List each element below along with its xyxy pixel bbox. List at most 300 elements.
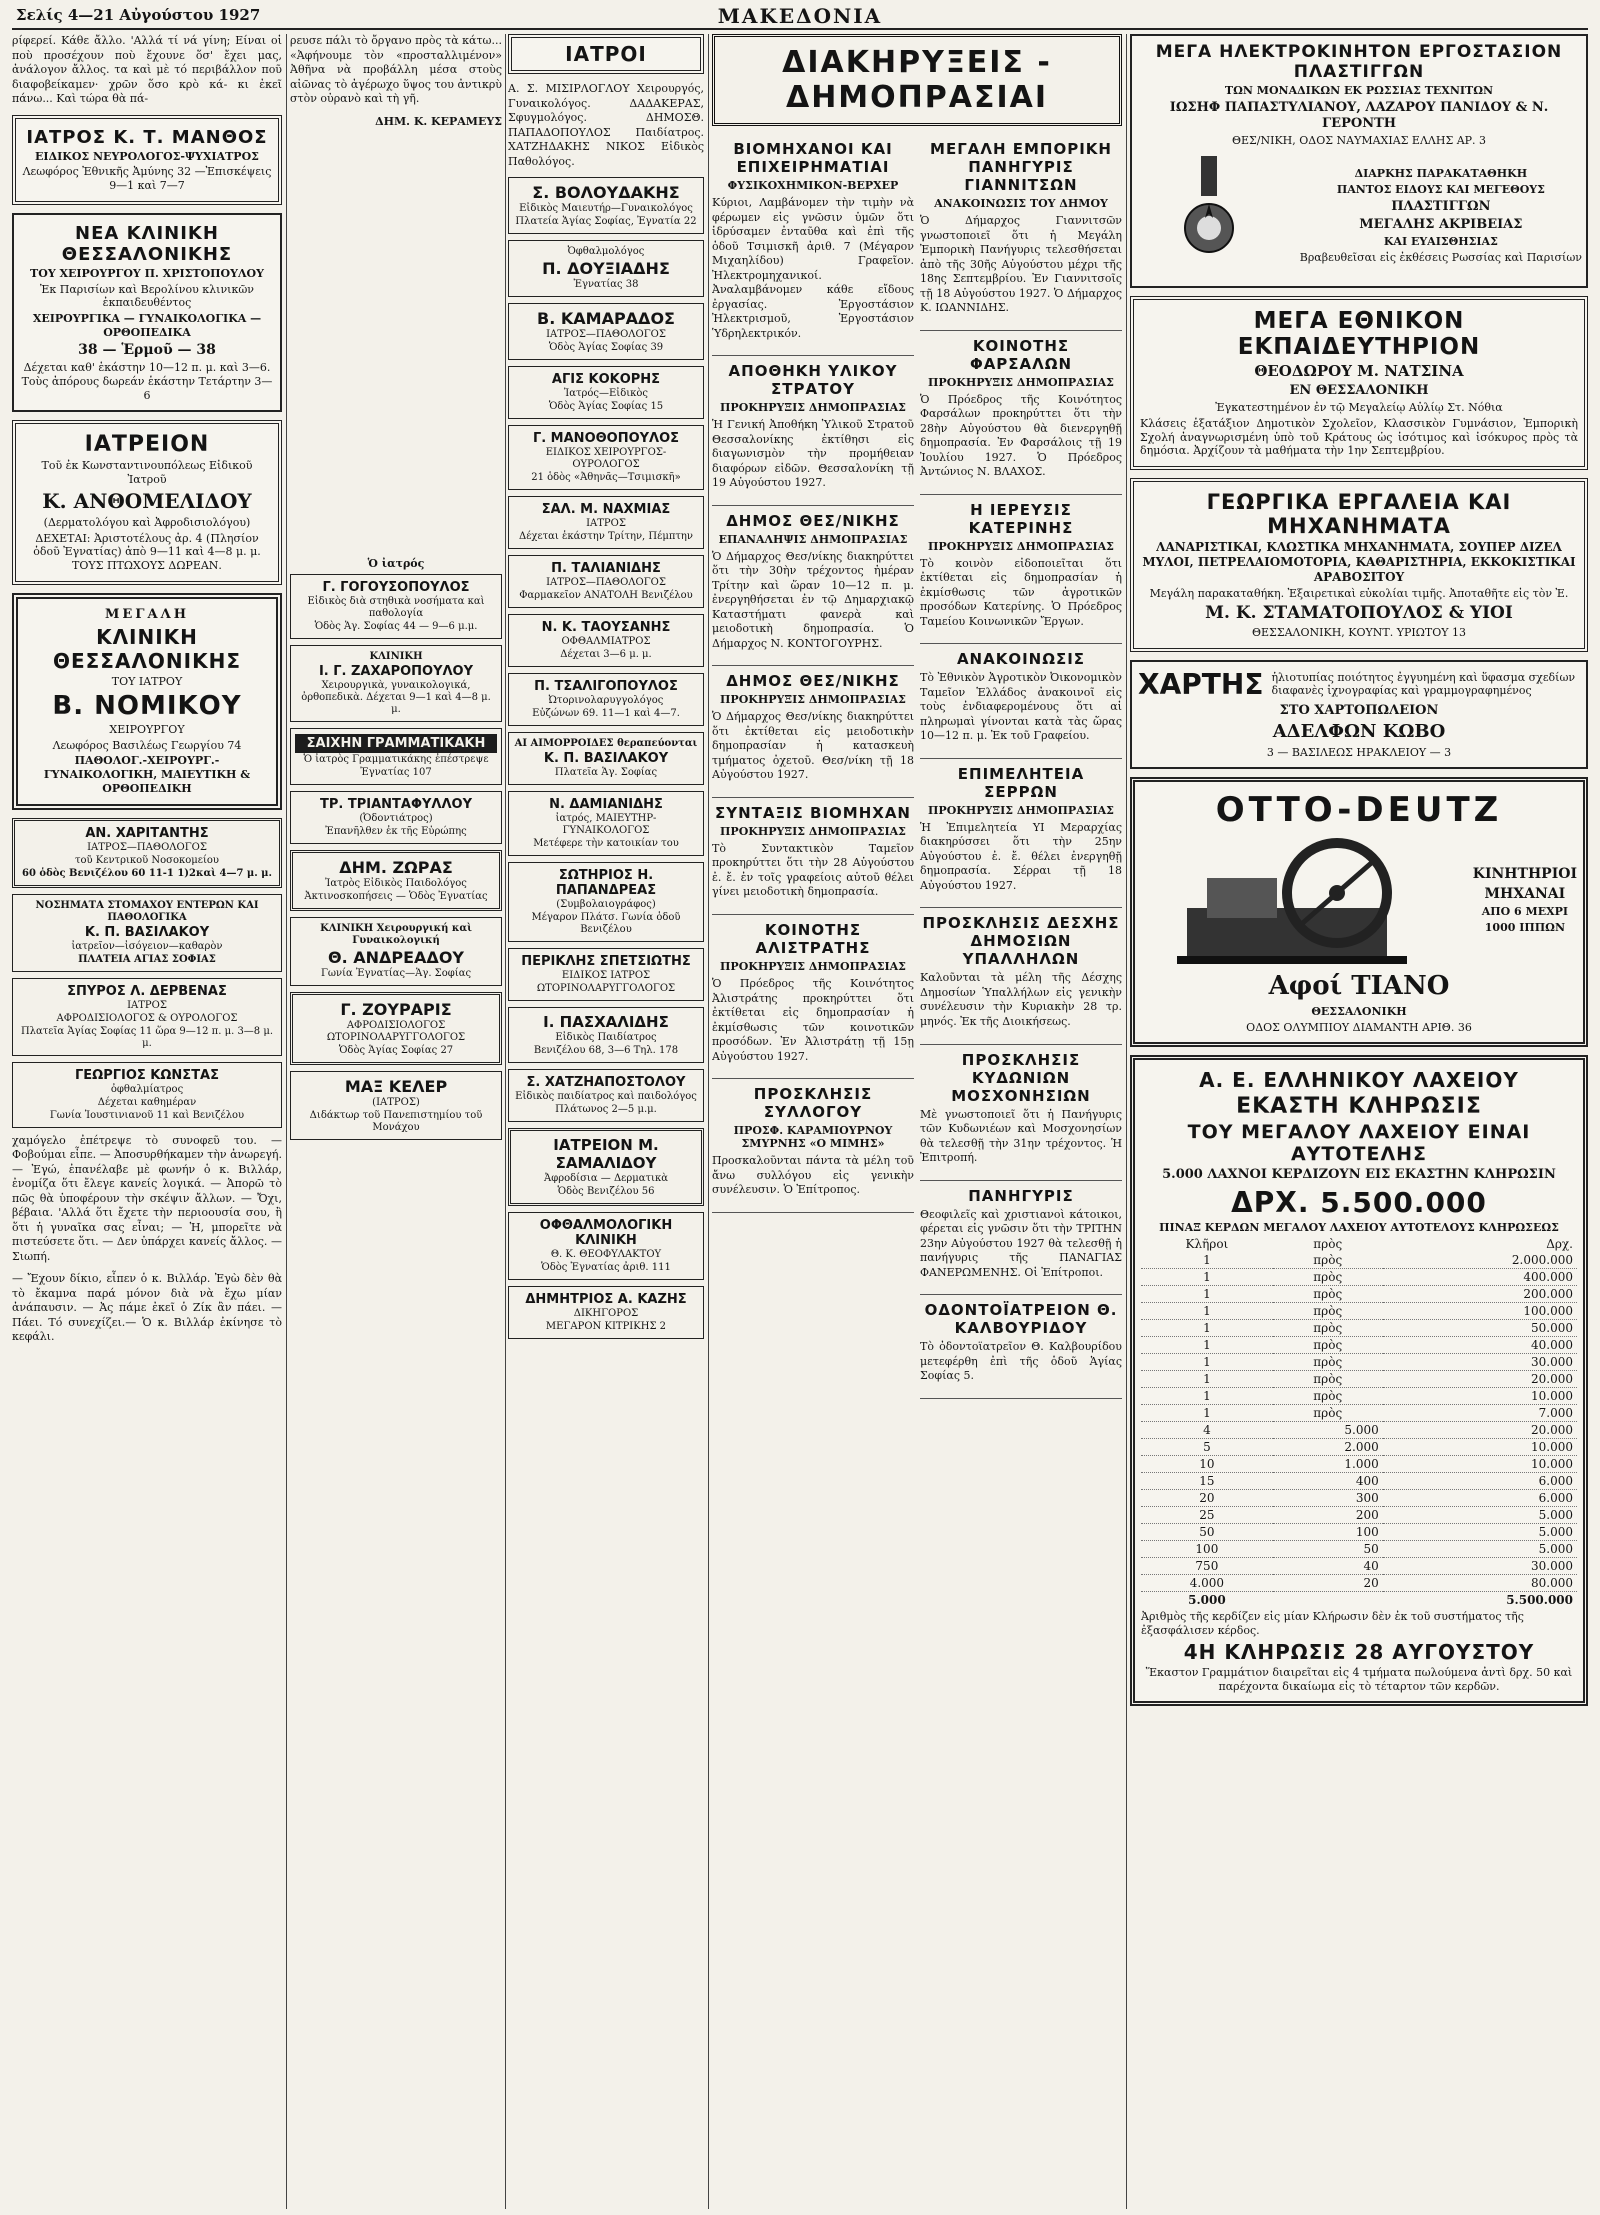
total-spacer [1273, 1592, 1383, 1609]
prize-count: 5 [1141, 1439, 1273, 1456]
ad-address: 3 — ΒΑΣΙΛΕΩΣ ΗΡΑΚΛΕΙΟΥ — 3 [1266, 745, 1452, 759]
prize-per: πρὸς [1273, 1388, 1383, 1405]
ad-line: Δέχεται καθ' ἑκάστην 10—12 π. μ. καὶ 3—6. Τοὺς ἀπόρους δωρεάν ἑκάστην Τετάρτην 3—6 [21, 361, 273, 402]
notice-title: ΜΕΓΑΛΗ ΕΜΠΟΡΙΚΗ ΠΑΝΗΓΥΡΙΣ ΓΙΑΝΝΙΤΣΩΝ [930, 140, 1112, 194]
ad-line: Δέχεται 3—6 μ. μ. [560, 649, 652, 661]
ad-line: Ἐγνατίας 107 [360, 767, 432, 779]
ad-line: Ὁδὸς Ἁγίας Σοφίας 39 [548, 342, 664, 354]
ad-brand: OTTO-DEUTZ [1215, 790, 1503, 831]
ad-word: ΧΑΡΤΗΣ [1138, 667, 1264, 701]
ad-zourari [290, 992, 502, 1065]
notice-body: Μὲ γνωστοποιεῖ ὅτι ἡ Πανήγυρις τῶν Κυδωνιέων καὶ Μοσχονησίων θὰ τελεσθῇ τὴν 31ην τρέχοντος. Ἡ Ἐπιτροπή. [920, 1107, 1122, 1165]
ad-name: Β. ΝΟΜΙΚΟΥ [52, 690, 242, 721]
prize-count: 20 [1141, 1490, 1273, 1507]
ad-line: ΙΑΤΡΟΣ—ΠΑΘΟΛΟΓΟΣ [546, 329, 666, 341]
ad-grammatikaki [290, 728, 502, 785]
ad-line: ΚΛΙΝΙΚΗ Χειρουργική καὶ Γυναικολογική [320, 923, 472, 947]
prize-row [1141, 1541, 1577, 1558]
ad-dervenas [12, 978, 282, 1056]
notice-subtitle: ΠΡΟΚΗΡΥΞΙΣ ΔΗΜΟΠΡΑΣΙΑΣ [720, 824, 906, 838]
ad-plastiggon [1130, 34, 1588, 288]
ad-line: Εἰδικὸς Μαιευτήρ—Γυναικολόγος [519, 203, 693, 215]
ad-address: ΘΕΣ/ΝΙΚΗ, ΟΔΟΣ ΝΑΥΜΑΧΙΑΣ ΕΛΛΗΣ ΑΡ. 3 [1231, 134, 1487, 148]
prize-amount: 10.000 [1383, 1439, 1577, 1456]
notice-item [712, 921, 914, 1079]
ad-line: Ἀκτινοσκοπήσεις — Ὁδὸς Ἐγνατίας [304, 891, 488, 903]
ad-subtitle: ΤΟΥ ΙΑΤΡΟΥ [111, 675, 183, 689]
ad-line: (Ὀδοντιάτρος) [359, 813, 433, 825]
ad-line: Ὁδὸς Ἁγ. Σοφίας 44 — 9—6 μ.μ. [314, 621, 478, 633]
ad-zacharopoulou [290, 645, 502, 722]
prize-count: 1 [1141, 1337, 1273, 1354]
section-title: ΙΑΤΡΟΙ [565, 42, 647, 66]
ad-address: Λεωφόρος Ἐθνικῆς Ἀμύνης 32 —Ἐπισκέψεις 9—1 καὶ 7—7 [22, 165, 272, 193]
prize-amount: 5.000 [1383, 1507, 1577, 1524]
prize-row [1141, 1507, 1577, 1524]
prize-table-header [1141, 1236, 1577, 1252]
prize-row [1141, 1473, 1577, 1490]
prize-per: πρὸς [1273, 1371, 1383, 1388]
prize-count: 1 [1141, 1371, 1273, 1388]
ad-store: ΣΤΟ ΧΑΡΤΟΠΩΛΕΙΟΝ [1279, 702, 1439, 718]
ad-line: ΜΗΧΑΝΑΙ [1484, 885, 1566, 902]
prize-amount: 400.000 [1383, 1269, 1577, 1286]
prize-per: πρὸς [1273, 1269, 1383, 1286]
ad-talianidis [508, 555, 704, 608]
notice-title: ΔΗΜΟΣ ΘΕΣ/ΝΙΚΗΣ [726, 672, 900, 691]
prize-amount: 6.000 [1383, 1490, 1577, 1507]
prize-row [1141, 1524, 1577, 1541]
ad-taousanis [508, 614, 704, 667]
prize-count: 10 [1141, 1456, 1273, 1473]
notice-subtitle: ΠΡΟΚΗΡΥΞΙΣ ΔΗΜΟΠΡΑΣΙΑΣ [928, 375, 1114, 389]
prize-total-row [1141, 1592, 1577, 1609]
ad-name: ΓΕΩΡΓΙΟΣ ΚΩΝΣΤΑΣ [74, 1067, 219, 1083]
ad-line: Εἰδικὸς Παιδίατρος [555, 1032, 657, 1044]
ad-name: Σ. ΧΑΤΖΗΑΠΟΣΤΟΛΟΥ [526, 1075, 686, 1091]
ad-name: Β. ΚΑΜΑΡΑΔΟΣ [537, 309, 675, 329]
prize-per: πρὸς [1273, 1252, 1383, 1269]
notice-subtitle: ΠΡΟΣΦ. ΚΑΡΑΜΙΟΥΡΝΟΥ ΣΜΥΡΝΗΣ «Ο ΜΙΜΗΣ» [733, 1124, 893, 1151]
notice-item [712, 1085, 914, 1213]
ad-papandreas [508, 862, 704, 942]
ad-line: ΚΛΙΝΙΚΗ [369, 651, 423, 663]
prize-per: πρὸς [1273, 1337, 1383, 1354]
ad-line: Εἰδικὸς παιδίατρος καὶ παιδολόγος [515, 1091, 697, 1103]
deutz-row [1141, 832, 1577, 968]
prize-amount: 40.000 [1383, 1337, 1577, 1354]
ad-line: ΝΟΣΗΜΑΤΑ ΣΤΟΜΑΧΟΥ ΕΝΤΕΡΩΝ ΚΑΙ ΠΑΘΟΛΟΓΙΚΑ [35, 899, 259, 923]
prize-row [1141, 1286, 1577, 1303]
notice-item [920, 1187, 1122, 1296]
ad-line: Ἐκ Παρισίων καὶ Βερολίνου κλινικῶν ἐκπαιδευθέντος [40, 282, 254, 310]
ad-desc: ἡλιοτυπίας ποιότητος ἐγγυημένη καὶ ὕφασμα σχεδίων διαφανὲς ἰχνογραφίας καὶ γραμμογραφημένος [1271, 670, 1576, 698]
ad-title: ΙΑΤΡΕΙΟΝ [84, 432, 210, 458]
prize-amount: 10.000 [1383, 1456, 1577, 1473]
notice-title: ΒΙΟΜΗΧΑΝΟΙ ΚΑΙ ΕΠΙΧΕΙΡΗΜΑΤΙΑΙ [733, 140, 893, 176]
ad-kobo [1130, 660, 1588, 770]
ad-kazis [508, 1286, 704, 1339]
prize-row [1141, 1320, 1577, 1337]
ad-name: ΘΕΟΔΩΡΟΥ Μ. ΝΑΤΣΙΝΑ [1254, 362, 1464, 380]
ad-line: 21 ὁδὸς «Ἀθηνᾶς—Τσιμισκῆ» [531, 472, 681, 484]
ad-line: Μετέφερε τὴν κατοικίαν του [533, 838, 679, 850]
ad-kamaradou [508, 303, 704, 360]
ad-name: ΑΝ. ΧΑΡΙΤΑΝΤΗΣ [85, 825, 209, 841]
ad-subtitle: ΕΙΔΙΚΟΣ ΝΕΥΡΟΛΟΓΟΣ-ΨΥΧΙΑΤΡΟΣ [35, 149, 259, 163]
ad-line: ΑΙ ΑΙΜΟΡΡΟΙΔΕΣ θεραπεύονται [514, 738, 698, 750]
prize-per: 100 [1273, 1524, 1383, 1541]
ad-zoras [290, 850, 502, 911]
article-signature: ΔΗΜ. Κ. ΚΕΡΑΜΕΥΣ [375, 114, 502, 128]
ad-line: 38 — Ἑρμοῦ — 38 [78, 341, 216, 358]
ad-damianidis [508, 791, 704, 856]
prize-count: 50 [1141, 1524, 1273, 1541]
prize-row [1141, 1388, 1577, 1405]
notice-item [920, 914, 1122, 1044]
ad-line: ΠΛΑΤΕΙΑ ΑΓΙΑΣ ΣΟΦΙΑΣ [78, 953, 216, 965]
notice-item [920, 140, 1122, 331]
ad-name: ΣΑΙΧΗΝ ΓΡΑΜΜΑΤΙΚΑΚΗ [295, 734, 497, 753]
ad-line: Διδάκτωρ τοῦ Πανεπιστημίου τοῦ Μονάχου [309, 1110, 483, 1134]
notice-body: Τὸ ὀδοντοϊατρεῖον Θ. Καλβουρίδου μετεφέρθη ἐπὶ τῆς ὁδοῦ Ἁγίας Σοφίας 5. [920, 1340, 1122, 1383]
iatroi-listing: Α. Σ. ΜΙΣΙΡΛΟΓΛΟΥ Χειρουργός, Γυναικολόγος. ΔΑΔΑΚΕΡΑΣ, Σφυγμολόγος. ΔΗΜΟΣΘ. ΠΑΠΑΔΟΠΟΥΛΟΣ Παιδίατρος. ΧΑΤΖΗΔΑΚΗΣ ΝΙΚΟΣ Εἰδικὸς Παθολόγος. [508, 82, 704, 168]
prize-per: 40 [1273, 1558, 1383, 1575]
ad-intro: Ὁ ἰατρός [367, 557, 425, 571]
notice-body: Ὁ Δήμαρχος Θεσ/νίκης διακηρύττει ὅτι τὴν 30ὴν τρέχοντος ἡμέραν Τρίτην καὶ ὥραν 10—12 π. μ. ἐνεργηθήσεται ἐν τῷ Δημαρχιακῷ Καταστήματι φανερὰ καὶ μειοδοτικὴ δημοπρασία. Ὁ Δήμαρχος Ν. ΚΟΝΤΟΓΟΥΡΗΣ. [712, 549, 914, 650]
notice-subtitle: ΠΡΟΚΗΡΥΞΙΣ ΔΗΜΟΠΡΑΣΙΑΣ [928, 803, 1114, 817]
ad-line: Δέχεται καθημέραν [97, 1096, 197, 1108]
ad-name: ΑΓΙΣ ΚΟΚΟΡΗΣ [551, 372, 661, 388]
notice-item [712, 140, 914, 356]
lottery-line3: 5.000 ΛΑΧΝΟΙ ΚΕΡΔΙΖΟΥΝ ΕΙΣ ΕΚΑΣΤΗΝ ΚΛΗΡΩΣΙΝ [1162, 1167, 1556, 1183]
prize-amount: 2.000.000 [1383, 1252, 1577, 1269]
ad-line: Πλατεία Ἁγίας Σοφίας, Ἐγνατία 22 [515, 216, 697, 228]
prize-count: 1 [1141, 1252, 1273, 1269]
prize-amount: 50.000 [1383, 1320, 1577, 1337]
notice-body: Καλοῦνται τὰ μέλη τῆς Δέσχης Δημοσίων Ὑπαλλήλων εἰς γενικὴν συνέλευσιν τὴν Κυριακὴν 28 τρ. μηνός. Ἐκ τῆς Διοικήσεως. [920, 971, 1122, 1028]
lottery-draw-date: 4Η ΚΛΗΡΩΣΙΣ 28 ΑΥΓΟΥΣΤΟΥ [1183, 1639, 1535, 1664]
total-count: 5.000 [1188, 1593, 1226, 1608]
ad-line: ΠΛΑΣΤΙΓΓΩΝ [1391, 198, 1491, 214]
ad-line: Ὠτορινολαρυγγολόγος [548, 695, 664, 707]
ad-name: Ν. Κ. ΤΑΟΥΣΑΝΗΣ [541, 620, 671, 636]
lottery-footnote: Ἕκαστον Γραμμάτιον διαιρεῖται εἰς 4 τμήματα πωλούμενα ἀντὶ δρχ. 50 καὶ παρέχοντα δικαίωμα εἰς τὸ τέταρτον τῶν κερδῶν. [1145, 1665, 1573, 1693]
ad-line: Ὁδὸς Βενιζέλου 56 [557, 1186, 655, 1198]
ad-line: 1000 ΙΠΠΩΝ [1484, 920, 1565, 934]
ad-line: ἰατρεῖον—ἰσόγειον—καθαρὸν [71, 940, 223, 952]
ad-name: Ι. Γ. ΖΑΧΑΡΟΠΟΥΛΟΥ [318, 664, 474, 680]
ad-line: ΔΙΑΡΚΗΣ ΠΑΡΑΚΑΤΑΘΗΚΗ [1354, 167, 1528, 181]
ad-line: Εὐζώνων 69. 11—1 καὶ 4—7. [532, 708, 680, 720]
ad-line: Βενιζέλου 68, 3—6 Τηλ. 178 [533, 1045, 679, 1057]
ad-specs: ΠΑΘΟΛΟΓ.-ΧΕΙΡΟΥΡΓ.-ΓΥΝΑΙΚΟΛΟΓΙΚΗ, ΜΑΙΕΥΤΙΚΗ & ΟΡΘΟΠΕΔΙΚΗ [43, 754, 251, 795]
notice-body: Κύριοι, Λαμβάνομεν τὴν τιμὴν νὰ φέρωμεν εἰς γνῶσιν ὑμῶν ὅτι ἱδρύσαμεν ἐνταῦθα καὶ ἐπὶ τῆς ὁδοῦ Τσιμισκῆ ἀριθ. 7 (Μέγαρον Μιχαηλίδου) Γραφεῖον. Ἠλεκτρομηχανικοί. Ἀναλαμβάνομεν κάθε εἴδους ἐργασίας. Ἐργοστάσιον Ἠλεκτρισμοῦ, Ἐργοστάσιον Ὑδρηλεκτρικόν. [712, 196, 914, 340]
ad-body: Κλάσεις ἑξατάξιον Δημοτικὸν Σχολεῖον, Κλασσικὸν Γυμνάσιον, Ἐμπορικὴ Σχολή ἀναγνωρισμένη ὑπὸ τοῦ Κράτους ὡς ἰσότιμος καὶ ἰσόκυρος πρὸς τὰ δημόσια. Ἀρχίζουν τὰ μαθήματα τὴν 1ην Σεπτεμβρίου. [1140, 416, 1578, 458]
lottery-table-title: ΠΙΝΑΞ ΚΕΡΔΩΝ ΜΕΓΑΛΟΥ ΛΑΧΕΙΟΥ ΑΥΤΟΤΕΛΟΥΣ ΚΛΗΡΩΣΕΩΣ [1159, 1220, 1559, 1234]
ad-line: Εἰδικὸς διὰ στηθικὰ νοσήματα καὶ παθολογία [307, 596, 485, 620]
ad-line: ΜΕΓΑΡΟΝ ΚΙΤΡΙΚΗΣ 2 [545, 1321, 667, 1333]
column-rule [505, 34, 506, 2209]
ad-city: ΕΝ ΘΕΣΣΑΛΟΝΙΚΗ [1289, 382, 1429, 398]
ad-line: 60 ὁδὸς Βενιζέλου 60 11-1 1)2καὶ 4—7 μ. μ. [22, 867, 272, 879]
ad-spec: (Δερματολόγου καὶ Ἀφροδισιολόγου) [43, 515, 251, 529]
header-cell: πρὸς [1313, 1237, 1343, 1252]
lottery-line2: ΤΟΥ ΜΕΓΑΛΟΥ ΛΑΧΕΙΟΥ ΕΙΝΑΙ ΑΥΤΟΤΕΛΗΣ [1187, 1121, 1531, 1166]
ad-anthomelidou [12, 420, 282, 585]
notice-title: Η ΙΕΡΕΥΣΙΣ ΚΑΤΕΡΙΝΗΣ [968, 500, 1074, 537]
medal-icon [1179, 156, 1239, 276]
ad-address: ΘΕΣΣΑΛΟΝΙΚΗ, ΚΟΥΝΤ. ΥΡΙΩΤΟΥ 13 [1252, 626, 1466, 639]
ad-title: ΚΛΙΝΙΚΗ ΘΕΣΣΑΛΟΝΙΚΗΣ [52, 625, 242, 674]
notice-body: Ὁ Πρόεδρος τῆς Κοινότητος Φαρσάλων προκηρύττει ὅτι τὴν 28ὴν Αὐγούστου θὰ διενεργηθῇ δημοπρασία. Ἐν Φαρσάλοις τῇ 19 Ἰουλίου 1927. Ὁ Πρόεδρος Ἀντώνιος Ν. ΒΛΑΧΟΣ. [920, 392, 1122, 479]
ad-name: Μ. Κ. ΣΤΑΜΑΤΟΠΟΥΛΟΣ & ΥΙΟΙ [1205, 602, 1513, 623]
prize-per: 400 [1273, 1473, 1383, 1490]
notice-title: ΑΝΑΚΟΙΝΩΣΙΣ [956, 650, 1086, 669]
ad-line: ΙΑΤΡΟΣ—ΠΑΘΟΛΟΓΟΣ [546, 577, 666, 589]
article-continuation: ρευσε πάλι τὸ ὄργανο πρὸς τὰ κάτω... «Ἀφήνουμε τὸν «προσταλλιμένον» Ἀθῆνα νὰ προβάλλη μέσα στοὺς αἰῶνας τὸ ἀγέρωχο ὕψος του ἀντικρὺ στὸν οὐρανὸ καὶ τὴ γῆ. [290, 34, 502, 106]
ad-name: ΜΑΞ ΚΕΛΕΡ [344, 1077, 448, 1097]
deutz-text [1473, 864, 1577, 937]
prize-row [1141, 1269, 1577, 1286]
prize-row [1141, 1422, 1577, 1439]
ad-name: Αφοί ΤΙΑΝΟ [1268, 971, 1450, 1002]
notice-title: ΠΑΝΗΓΥΡΙΣ [968, 1186, 1074, 1205]
ad-line: ΧΕΙΡΟΥΡΓΙΚΑ — ΓΥΝΑΙΚΟΛΟΓΙΚΑ — ΟΡΘΟΠΕΔΙΚΑ [32, 312, 262, 339]
ad-line: ΙΑΤΡΟΣ [127, 999, 167, 1011]
ad-spetsiotis [508, 948, 704, 1001]
ad-douxiadis [508, 240, 704, 297]
prize-per: 50 [1273, 1541, 1383, 1558]
prize-amount: 30.000 [1383, 1558, 1577, 1575]
ad-line: Γωνία Ἰουστινιανοῦ 11 καὶ Βενιζέλου [49, 1109, 245, 1121]
newspaper-title: ΜΑΚΕΔΟΝΙΑ [717, 4, 883, 28]
ad-name: ΣΑΛ. Μ. ΝΑΧΜΙΑΣ [541, 502, 671, 518]
ad-name: Κ. Π. ΒΑΣΙΛΑΚΟΥ [84, 924, 210, 940]
ad-name: Ι. ΠΑΣΧΑΛΙΔΗΣ [543, 1013, 669, 1032]
ad-role: ΧΕΙΡΟΥΡΓΟΥ [109, 722, 185, 736]
prize-count: 1 [1141, 1388, 1273, 1405]
spacer [290, 137, 502, 557]
ad-line: Βραβευθεῖσαι εἰς ἐκθέσεις Ρωσσίας καὶ Παρισίων [1299, 251, 1582, 264]
ad-line: ΚΙΝΗΤΗΡΙΟΙ [1472, 866, 1577, 882]
prize-per: πρὸς [1273, 1303, 1383, 1320]
prize-per: πρὸς [1273, 1354, 1383, 1371]
notice-body: Ὁ Πρόεδρος τῆς Κοινότητος Ἀλιστράτης προκηρύττει ὅτι ἐκτίθεται εἰς δημοπρασίαν ἡ ἐκμίσθωσις τῶν κοινοτικῶν προσόδων. Ἐν Ἀλιστράτῃ τῇ 15ῃ Αὐγούστου 1927. [712, 976, 914, 1063]
prize-amount: 80.000 [1383, 1575, 1577, 1592]
ad-name: ΣΠΥΡΟΣ Λ. ΔΕΡΒΕΝΑΣ [67, 983, 227, 999]
prize-row [1141, 1558, 1577, 1575]
ad-nachmias [508, 496, 704, 549]
ad-name: ΑΔΕΛΦΩΝ ΚΩΒΟ [1272, 721, 1446, 742]
ad-name: Κ. Π. ΒΑΣΙΛΑΚΟΥ [543, 751, 669, 767]
ad-line: Γωνία Ἐγνατίας—Ἁγ. Σοφίας [320, 968, 472, 980]
prize-row [1141, 1252, 1577, 1269]
notice-title: ΠΡΟΣΚΛΗΣΙΣ ΣΥΛΛΟΓΟΥ [753, 1085, 873, 1122]
prize-per: 1.000 [1273, 1456, 1383, 1473]
ad-line: Μέγαρον Πλάτσ. Γωνία ὁδοῦ Βενιζέλου [531, 912, 681, 936]
kobo-row [1138, 668, 1580, 701]
ad-name: Γ. ΖΟΥΡΑΡΙΣ [340, 1000, 452, 1020]
ad-line: Ὀφθαλμολόγος [567, 246, 645, 258]
ad-title: ΓΕΩΡΓΙΚΑ ΕΡΓΑΛΕΙΑ ΚΑΙ ΜΗΧΑΝΗΜΑΤΑ [1206, 490, 1512, 538]
col1-left-ads [12, 818, 282, 1353]
ad-triantafyllou [290, 791, 502, 844]
ad-line: Ἰατρὸς Εἰδικὸς Παιδολόγος [325, 878, 467, 890]
ad-title: ΜΕΓΑ ΕΘΝΙΚΟΝ ΕΚΠΑΙΔΕΥΤΗΡΙΟΝ [1237, 308, 1481, 360]
notices-right [920, 134, 1122, 1405]
ad-line: Χειρουργικὰ, γυναικολογικά, ὀρθοπεδικὰ. Δέχεται 9—1 καὶ 4—8 μ. μ. [301, 680, 491, 716]
notices-left [712, 134, 914, 1405]
ad-line: (Συμβολαιογράφος) [556, 899, 656, 911]
prize-row [1141, 1337, 1577, 1354]
ad-name: ΠΕΡΙΚΛΗΣ ΣΠΕΤΣΙΩΤΗΣ [521, 954, 691, 970]
ad-line: Ἀφροδίσια — Δερματικὰ [544, 1173, 668, 1185]
prize-row [1141, 1303, 1577, 1320]
notice-subtitle: ΠΡΟΚΗΡΥΞΙΣ ΔΗΜΟΠΡΑΣΙΑΣ [720, 401, 906, 415]
ad-konstas [12, 1062, 282, 1128]
ad-line: Πλατεῖα Ἁγίας Σοφίας 11 ὥρα 9—12 π. μ. 3—8 μ. μ. [20, 1025, 274, 1049]
notice-title: ΑΠΟΘΗΚΗ ΥΛΙΚΟΥ ΣΤΡΑΤΟΥ [728, 362, 898, 399]
notice-item [920, 1301, 1122, 1399]
column-rule [286, 34, 287, 2209]
notice-body: Ὁ Δήμαρχος Θεσ/νίκης διακηρύττει ὅτι ἐκτίθεται εἰς μειοδοτικὴν δημοπρασίαν ἡ κατασκευὴ τμήματος ὀχετοῦ. Θεσ/νίκη τῇ 18 Αὐγούστου 1927. [712, 710, 914, 782]
notice-subtitle: ΠΡΟΚΗΡΥΞΙΣ ΔΗΜΟΠΡΑΣΙΑΣ [928, 539, 1114, 553]
ad-line: ἰατρός, ΜΑΙΕΥΤΗΡ-ΓΥΝΑΙΚΟΛΟΓΟΣ [555, 813, 657, 837]
prize-amount: 5.000 [1383, 1524, 1577, 1541]
notice-title: ΔΗΜΟΣ ΘΕΣ/ΝΙΚΗΣ [726, 511, 900, 530]
prize-per: 2.000 [1273, 1439, 1383, 1456]
medal-row [1136, 150, 1582, 282]
ad-subtitle: ΤΩΝ ΜΟΝΑΔΙΚΩΝ ΕΚ ΡΩΣΣΙΑΣ ΤΕΧΝΙΤΩΝ [1224, 84, 1494, 97]
column-1 [12, 34, 282, 2209]
column-rule [708, 34, 709, 2209]
col1-subcolumns [12, 818, 282, 1353]
prize-amount: 7.000 [1383, 1405, 1577, 1422]
ad-line: Θ. Κ. ΘΕΟΦΥΛΑΚΤΟΥ [550, 1249, 662, 1261]
ad-name: ΣΩΤΗΡΙΟΣ Η. ΠΑΠΑΝΔΡΕΑΣ [555, 868, 657, 899]
notice-item [920, 337, 1122, 495]
prize-amount: 20.000 [1383, 1422, 1577, 1439]
ad-note: Μεγάλη παρακαταθήκη. Ἐξαιρετικαὶ εὐκολίαι τιμῆς. Ἀποταθῆτε εἰς τὸν Ἐ. [1149, 587, 1569, 600]
ad-name: Π. ΤΑΛΙΑΝΙΔΗΣ [551, 561, 661, 577]
page-header [12, 2, 1588, 30]
ad-subtitle: Ἐγκατεστημένον ἐν τῷ Μεγαλείῳ Αὐλίῳ Στ. Νόθια [1215, 401, 1503, 414]
ad-name: Ν. ΔΑΜΙΑΝΙΔΗΣ [549, 797, 663, 813]
notice-body: Ὁ Δήμαρχος Γιαννιτσῶν γνωστοποιεῖ ὅτι ἡ Μεγάλη Ἐμπορικὴ Πανήγυρις τελεσθήσεται ἀπὸ τῆς 30ῆς Αὐγούστου μέχρι τῆς 18ης Σεπτεμβρίου. Ἐν Γιαννιτσοῖς τῇ 18 Αὐγούστου 1927. Ὁ Δήμαρχος Κ. ΙΩΑΝΝΙΔΗΣ. [920, 214, 1122, 315]
ad-line: Ὁδὸς Ἐγνατίας ἀριθ. 111 [541, 1262, 671, 1274]
prize-table [1141, 1236, 1577, 1608]
prize-row [1141, 1354, 1577, 1371]
ad-line: ΩΤΟΡΙΝΟΛΑΡΥΓΓΟΛΟΓΟΣ [536, 983, 676, 995]
notice-item [920, 765, 1122, 909]
ad-line: ΕΙΔΙΚΟΣ ΧΕΙΡΟΥΡΓΟΣ-ΟΥΡΟΛΟΓΟΣ [545, 447, 667, 471]
iatroi-header [508, 34, 704, 74]
notice-subtitle: ΦΥΣΙΚΟΧΗΜΙΚΟΝ-ΒΕΡΧΕΡ [727, 179, 899, 192]
notice-item [712, 362, 914, 506]
ad-name: ΔΗΜ. ΖΩΡΑΣ [339, 858, 453, 878]
column-rule [1126, 34, 1127, 2209]
notice-body: Τὸ κοινὸν εἰδοποιεῖται ὅτι ἐκτίθεται εἰς δημοπρασίαν ἡ ἐκμίσθωσις τῶν ἀγροτικῶν προσόδων Κατερίνης. Ὁ Πρόεδρος Ταμείου Κοινωνικῶν Ἔργων. [920, 556, 1122, 628]
notices-columns [712, 134, 1122, 1405]
ad-address: ΔΕΧΕΤΑΙ: Ἀριστοτέλους ἀρ. 4 (Πλησίον ὁδοῦ Ἐγνατίας) ἀπὸ 9—11 καὶ 4—8 μ. μ. ΤΟΥΣ ΠΤΩΧΟΥΣ ΔΩΡΕΑΝ. [33, 531, 261, 573]
ad-line: Ἰατρός—Εἰδικὸς [563, 388, 649, 400]
prize-per: πρὸς [1273, 1320, 1383, 1337]
ad-name: ΔΗΜΗΤΡΙΟΣ Α. ΚΑΖΗΣ [525, 1292, 687, 1308]
ad-name: ΤΡ. ΤΡΙΑΝΤΑΦΥΛΛΟΥ [319, 797, 472, 813]
prize-amount: 30.000 [1383, 1354, 1577, 1371]
lottery-title: Α. Ε. ΕΛΛΗΝΙΚΟΥ ΛΑΧΕΙΟΥ [1199, 1068, 1519, 1093]
ad-line: ΜΕΓΑΛΗΣ ΑΚΡΙΒΕΙΑΣ [1359, 217, 1523, 232]
prize-count: 1 [1141, 1303, 1273, 1320]
ad-deutz [1130, 777, 1588, 1047]
engine-icon [1177, 838, 1437, 968]
prize-amount: 6.000 [1383, 1473, 1577, 1490]
ad-name: Γ. ΓΟΓΟΥΣΟΠΟΥΛΟΣ [322, 580, 470, 596]
ad-line: Ὁδὸς Ἁγίας Σοφίας 15 [548, 401, 664, 413]
ad-name: Θ. ΑΝΔΡΕΑΔΟΥ [327, 948, 464, 968]
prize-count: 15 [1141, 1473, 1273, 1490]
ad-name: Π. ΤΣΑΛΙΓΟΠΟΥΛΟΣ [534, 679, 678, 695]
notice-item [920, 501, 1122, 645]
ad-line: τοῦ Κεντρικοῦ Νοσοκομείου [75, 854, 219, 866]
prize-per: 20 [1273, 1575, 1383, 1592]
lottery-amount: ΔΡΧ. 5.500.000 [1231, 1185, 1487, 1219]
notice-item [712, 672, 914, 798]
ad-title-small: ΜΕΓΑΛΗ [105, 606, 189, 622]
ad-gogousopoulos [290, 574, 502, 639]
prize-count: 1 [1141, 1269, 1273, 1286]
ad-line: ΑΠΟ 6 ΜΕΧΡΙ [1481, 905, 1569, 918]
ad-manothopoulos [508, 425, 704, 490]
prize-table-body [1141, 1236, 1577, 1608]
notice-title: ΠΡΟΣΚΛΗΣΙΣ ΔΕΣΧΗΣ ΔΗΜΟΣΙΩΝ ΥΠΑΛΛΗΛΩΝ [922, 914, 1120, 969]
ad-samalidou [508, 1128, 704, 1206]
prize-count: 1 [1141, 1354, 1273, 1371]
article-continuation: ρίφερεί. Κάθε ἄλλο. 'Αλλά τί νά γίνη; Είναι οἱ ποὺ προσέχουν ποὺ ἔχουνε ὅσ' ἔχει μας, ἀνάλογον ἄλλος. τα καὶ μὲ τό περιβάλλον ποῦ διαφοβείκαμεν· χρῶν ὅσο κρὸ κά- κι ἐκεῖ πάνω... Καὶ τώρα θὰ πά- [12, 34, 282, 106]
ad-title: ΝΕΑ ΚΛΙΝΙΚΗ ΘΕΣΣΑΛΟΝΙΚΗΣ [61, 222, 233, 265]
prize-per: πρὸς [1273, 1286, 1383, 1303]
ad-natsina [1130, 296, 1588, 470]
total-amount: 5.500.000 [1506, 1593, 1573, 1608]
ad-line: ΙΑΤΡΟΣ—ΠΑΘΟΛΟΓΟΣ [87, 841, 207, 853]
ad-manthos [12, 115, 282, 205]
prize-count: 4.000 [1141, 1575, 1273, 1592]
prize-amount: 10.000 [1383, 1388, 1577, 1405]
ad-line: Φαρμακεῖον ΑΝΑΤΟΛΗ Βενιζέλου [519, 590, 693, 602]
notice-body: Ἡ Γενική Ἀποθήκη Ὑλικοῦ Στρατοῦ Θεσσαλονίκης ἐκτίθησι εἰς διαγωνισμὸν τὴν προμήθειαν διαφόρων εἰδῶν. Θεσσαλονίκη τῇ 19 Αὐγούστου 1927. [712, 418, 914, 490]
ad-title: ΜΕΓΑ ΗΛΕΚΤΡΟΚΙΝΗΤΟΝ ΕΡΓΟΣΤΑΣΙΟΝ ΠΛΑΣΤΙΓΓΩΝ [1155, 42, 1563, 82]
ad-name: ΙΑΤΡΕΙΟΝ Μ. ΣΑΜΑΛΙΔΟΥ [553, 1136, 659, 1173]
ad-line: ΕΙΔΙΚΟΣ ΙΑΤΡΟΣ [561, 970, 651, 982]
ad-name: Γ. ΜΑΝΟΘΟΠΟΥΛΟΣ [532, 431, 680, 447]
notice-title: ΕΠΙΜΕΛΗΤΕΙΑ ΣΕΡΡΩΝ [957, 764, 1085, 801]
ad-theofylaktou [508, 1212, 704, 1280]
ad-city: ΘΕΣΣΑΛΟΝΙΚΗ [1311, 1004, 1407, 1018]
notice-body: Τὸ Ἐθνικὸν Ἀγροτικὸν Ὀικονομικὸν Ταμεῖον Ἑλλάδος ἀνακοινοῖ εἰς τοὺς ἐνδιαφερομένους ὅτι αἱ πληρωμαὶ γίνονται κατὰ τὰς ὥρας 10—12 π. μ. Ἐκ τοῦ Γραφείου. [920, 671, 1122, 743]
ad-keler [290, 1071, 502, 1140]
notice-title: ΚΟΙΝΟΤΗΣ ΑΛΙΣΤΡΑΤΗΣ [755, 920, 871, 957]
ad-line: ΑΦΡΟΔΙΣΙΟΛΟΓΟΣ ΩΤΟΡΙΝΟΛΑΡΥΓΓΟΛΟΓΟΣ [326, 1020, 466, 1044]
notice-subtitle: ΑΝΑΚΟΙΝΩΣΙΣ ΤΟΥ ΔΗΜΟΥ [934, 197, 1108, 210]
ad-line: ΔΙΚΗΓΟΡΟΣ [573, 1308, 639, 1320]
notice-item [712, 804, 914, 915]
ad-nomikou [12, 593, 282, 810]
ad-names: ΙΩΣΗΦ ΠΑΠΑΣΤΥΛΙΑΝΟΥ, ΛΑΖΑΡΟΥ ΠΑΝΙΔΟΥ & Ν. ΓΕΡΟΝΤΗ [1169, 99, 1549, 131]
header-cell: Δρχ. [1546, 1237, 1573, 1252]
ad-line: Ἐπανῆλθεν ἐκ τῆς Εὐρώπης [325, 826, 467, 838]
lottery-note: Ἀριθμὸς τῆς κερδίζεν εἰς μίαν Κλήρωσιν δὲν ἐκ τοῦ συστήματος τῆς ἐξασφάλισεν κέρδος. [1141, 1610, 1524, 1637]
